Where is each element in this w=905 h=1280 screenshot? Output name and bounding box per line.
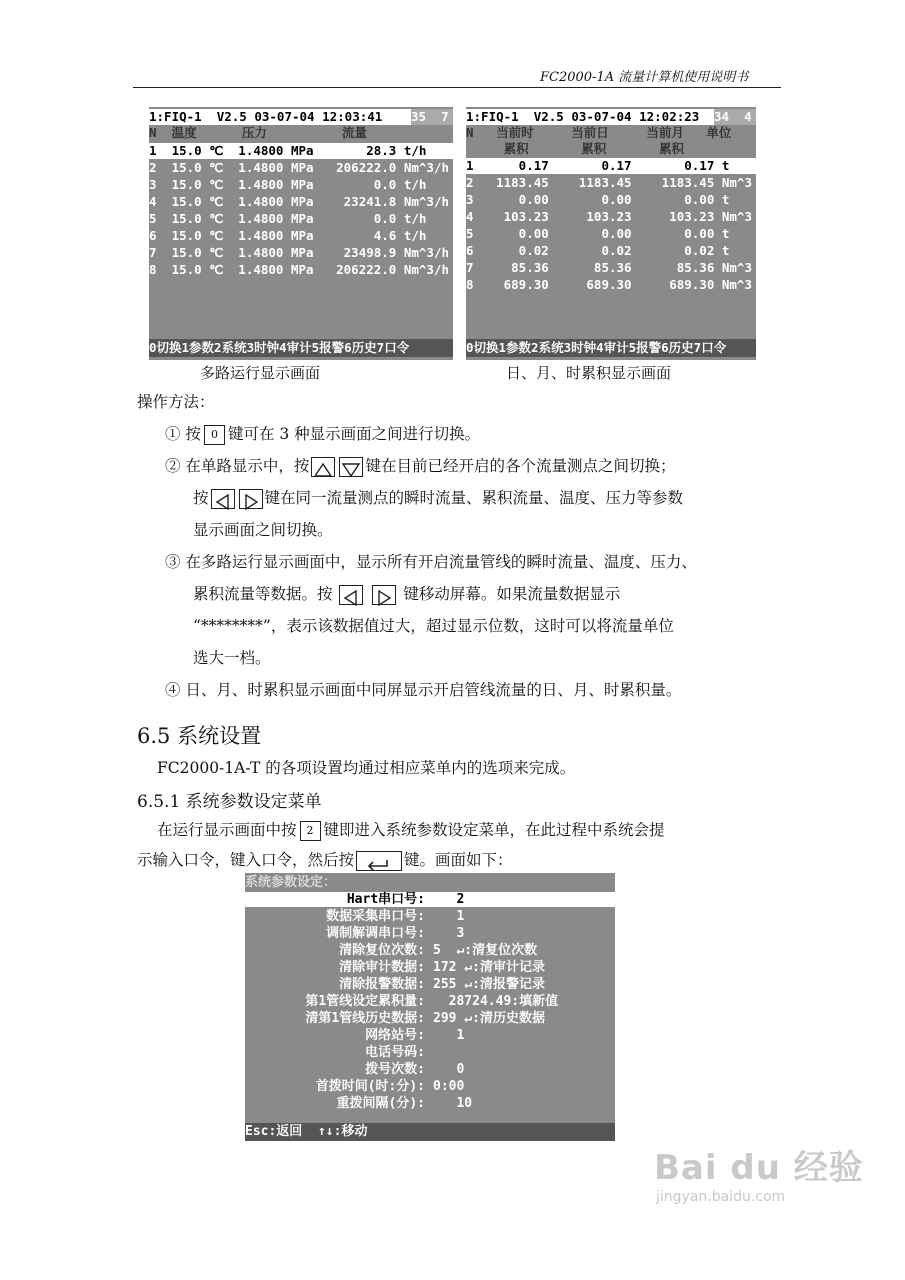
menu-label: 网络站号:: [365, 1028, 425, 1043]
table-row: 2 15.0 ℃ 1.4800 MPa 206222.0 Nm^3/h: [149, 160, 450, 175]
section-title: 6.5 系统设置: [137, 724, 262, 748]
table-row: 8 689.30 689.30 689.30 Nm^3: [466, 277, 752, 292]
table-row: 5 0.00 0.00 0.00 t: [466, 226, 730, 241]
table-row: 3 0.00 0.00 0.00 t: [466, 192, 730, 207]
table-row: 2 1183.45 1183.45 1183.45 Nm^3: [466, 175, 752, 190]
menu-row: [245, 1028, 615, 1043]
menu-label: 首拨时间(时:分):: [315, 1079, 425, 1094]
multi-run-screen: [149, 107, 453, 360]
table-row: 1 15.0 ℃ 1.4800 MPa 28.3 t/h: [149, 143, 453, 159]
screen-title: 1:FIQ-1 V2.5 03-07-04 12:03:41: [149, 109, 453, 125]
ops-step-1: [165, 418, 480, 450]
text: ② 在单路显示中，按: [165, 457, 310, 475]
down-triangle-icon: [339, 457, 363, 477]
menu-row: [245, 1062, 615, 1077]
screen-badge: 34 4: [714, 109, 756, 125]
ops-step-3-line3: “********”，表示该数据值过大，超过显示位数，这时可以将流量单位: [193, 617, 674, 635]
text: 键在同一流量测点的瞬时流量、累积流量、温度、压力等参数: [264, 489, 684, 507]
menu-title: 系统参数设定：: [245, 875, 337, 890]
text: 示输入口令，键入口令，然后按: [137, 851, 355, 869]
section-intro: FC2000-1A-T 的各项设置均通过相应菜单内的选项来完成。: [157, 759, 576, 777]
menu-label: 清第1管线历史数据:: [305, 1011, 425, 1026]
text: ① 按: [165, 425, 201, 443]
left-triangle-icon: [211, 489, 235, 509]
column-header-2: 累积 累积 累积: [466, 141, 684, 156]
menu-label: 拨号次数:: [365, 1062, 425, 1077]
table-row: 1 0.17 0.17 0.17 t: [466, 158, 756, 174]
menu-label: 电话号码:: [365, 1045, 425, 1060]
menu-value: 1: [433, 1028, 465, 1043]
text: 键即进入系统参数设定菜单，在此过程中系统会提: [323, 821, 665, 839]
menu-value: 28724.49:填新值: [433, 994, 559, 1009]
menu-value: 172 ↵:清审计记录: [433, 960, 545, 975]
watermark: [654, 1140, 864, 1205]
table-row: 7 85.36 85.36 85.36 Nm^3: [466, 260, 752, 275]
ops-step-2-line3: 显示画面之间切换。: [193, 521, 333, 539]
system-param-screen: [245, 873, 615, 1141]
key-0: 0: [204, 425, 225, 445]
menu-value: 299 ↵:清历史数据: [433, 1011, 545, 1026]
menu-row: [245, 994, 615, 1009]
table-row: 7 15.0 ℃ 1.4800 MPa 23498.9 Nm^3/h: [149, 245, 450, 260]
menu-value: 5 ↵:清复位次数: [433, 943, 538, 958]
header-rule: [133, 87, 781, 88]
table-row: 6 15.0 ℃ 1.4800 MPa 4.6 t/h: [149, 228, 427, 243]
table-row: 5 15.0 ℃ 1.4800 MPa 0.0 t/h: [149, 211, 427, 226]
caption-multi-run: 多路运行显示画面: [200, 364, 321, 382]
function-key-bar: 0切换1参数2系统3时钟4审计5报警6历史7口令: [466, 339, 756, 357]
function-key-bar: 0切换1参数2系统3时钟4审计5报警6历史7口令: [149, 339, 453, 357]
menu-value: 1: [433, 909, 465, 924]
text: 键可在 3 种显示画面之间进行切换。: [227, 425, 481, 443]
menu-row: [245, 1096, 615, 1111]
table-row: 4 15.0 ℃ 1.4800 MPa 23241.8 Nm^3/h: [149, 194, 450, 209]
screen-title: 1:FIQ-1 V2.5 03-07-04 12:02:23: [466, 109, 756, 125]
ops-step-3: ③ 在多路运行显示画面中，显示所有开启流量管线的瞬时流量、温度、压力、: [165, 553, 697, 571]
menu-value: 2: [433, 892, 465, 907]
menu-label: Hart串口号:: [346, 892, 425, 907]
column-header: N 温度 压力 流量: [149, 125, 367, 140]
menu-label: 调制解调串口号:: [326, 926, 425, 941]
menu-row: [245, 943, 615, 958]
table-row: 8 15.0 ℃ 1.4800 MPa 206222.0 Nm^3/h: [149, 262, 450, 277]
text: 键。画面如下：: [404, 851, 513, 869]
accumulation-screen: [466, 107, 756, 360]
menu-value: 10: [433, 1096, 473, 1111]
left-triangle-icon: [339, 585, 363, 605]
table-row: 3 15.0 ℃ 1.4800 MPa 0.0 t/h: [149, 177, 427, 192]
text: 按: [193, 489, 209, 507]
menu-row: [245, 1045, 615, 1060]
text: 键移动屏幕。如果流量数据显示: [403, 585, 621, 603]
enter-key-icon: [356, 851, 402, 871]
ops-step-2: [165, 450, 675, 482]
menu-footer: Esc:返回 ↑↓:移动: [245, 1123, 615, 1141]
ops-step-2-line2: [193, 482, 683, 514]
caption-accumulation: 日、月、时累积显示画面: [506, 364, 672, 382]
right-triangle-icon: [239, 489, 263, 509]
screen-badge: 35 7: [411, 109, 453, 125]
watermark-brand: Bai du 经验: [654, 1148, 864, 1188]
key-2: 2: [300, 821, 321, 841]
table-row: 4 103.23 103.23 103.23 Nm^3: [466, 209, 752, 224]
menu-label: 数据采集串口号:: [326, 909, 425, 924]
menu-row: [245, 1011, 615, 1026]
subsection-title: 6.5.1 系统参数设定菜单: [137, 792, 322, 812]
text: 在运行显示画面中按: [157, 821, 297, 839]
watermark-url: jingyan.baidu.com: [656, 1189, 786, 1205]
ops-step-3-line4: 选大一档。: [193, 649, 271, 667]
menu-row-selected: [245, 892, 615, 907]
table-row: 6 0.02 0.02 0.02 t: [466, 243, 730, 258]
menu-value: 0:00: [433, 1079, 465, 1094]
menu-label: 重拨间隔(分):: [336, 1096, 425, 1111]
ops-step-4: ④ 日、月、时累积显示画面中同屏显示开启管线流量的日、月、时累积量。: [165, 681, 682, 699]
menu-row: [245, 1079, 615, 1094]
menu-label: 清除报警数据:: [339, 977, 425, 992]
text: 键在目前已经开启的各个流量测点之间切换；: [365, 457, 676, 475]
menu-row: [245, 960, 615, 975]
menu-label: 第1管线设定累积量:: [305, 994, 425, 1009]
text: 累积流量等数据。按: [193, 585, 333, 603]
menu-row: [245, 909, 615, 924]
page-header: FC2000-1A 流量计算机使用说明书: [540, 70, 749, 85]
menu-row: [245, 977, 615, 992]
menu-label: 清除复位次数:: [339, 943, 425, 958]
right-triangle-icon: [372, 585, 396, 605]
section-para-1: [157, 814, 665, 846]
menu-value: 0: [433, 1062, 465, 1077]
ops-heading: 操作方法：: [137, 393, 215, 411]
section-para-2: [137, 844, 513, 876]
menu-label: 清除审计数据:: [339, 960, 425, 975]
menu-value: 255 ↵:清报警记录: [433, 977, 545, 992]
up-triangle-icon: [311, 457, 335, 477]
column-header: N 当前时 当前日 当前月 单位: [466, 125, 732, 140]
menu-row: [245, 926, 615, 941]
ops-step-3-line2: [193, 578, 620, 610]
menu-value: 3: [433, 926, 465, 941]
